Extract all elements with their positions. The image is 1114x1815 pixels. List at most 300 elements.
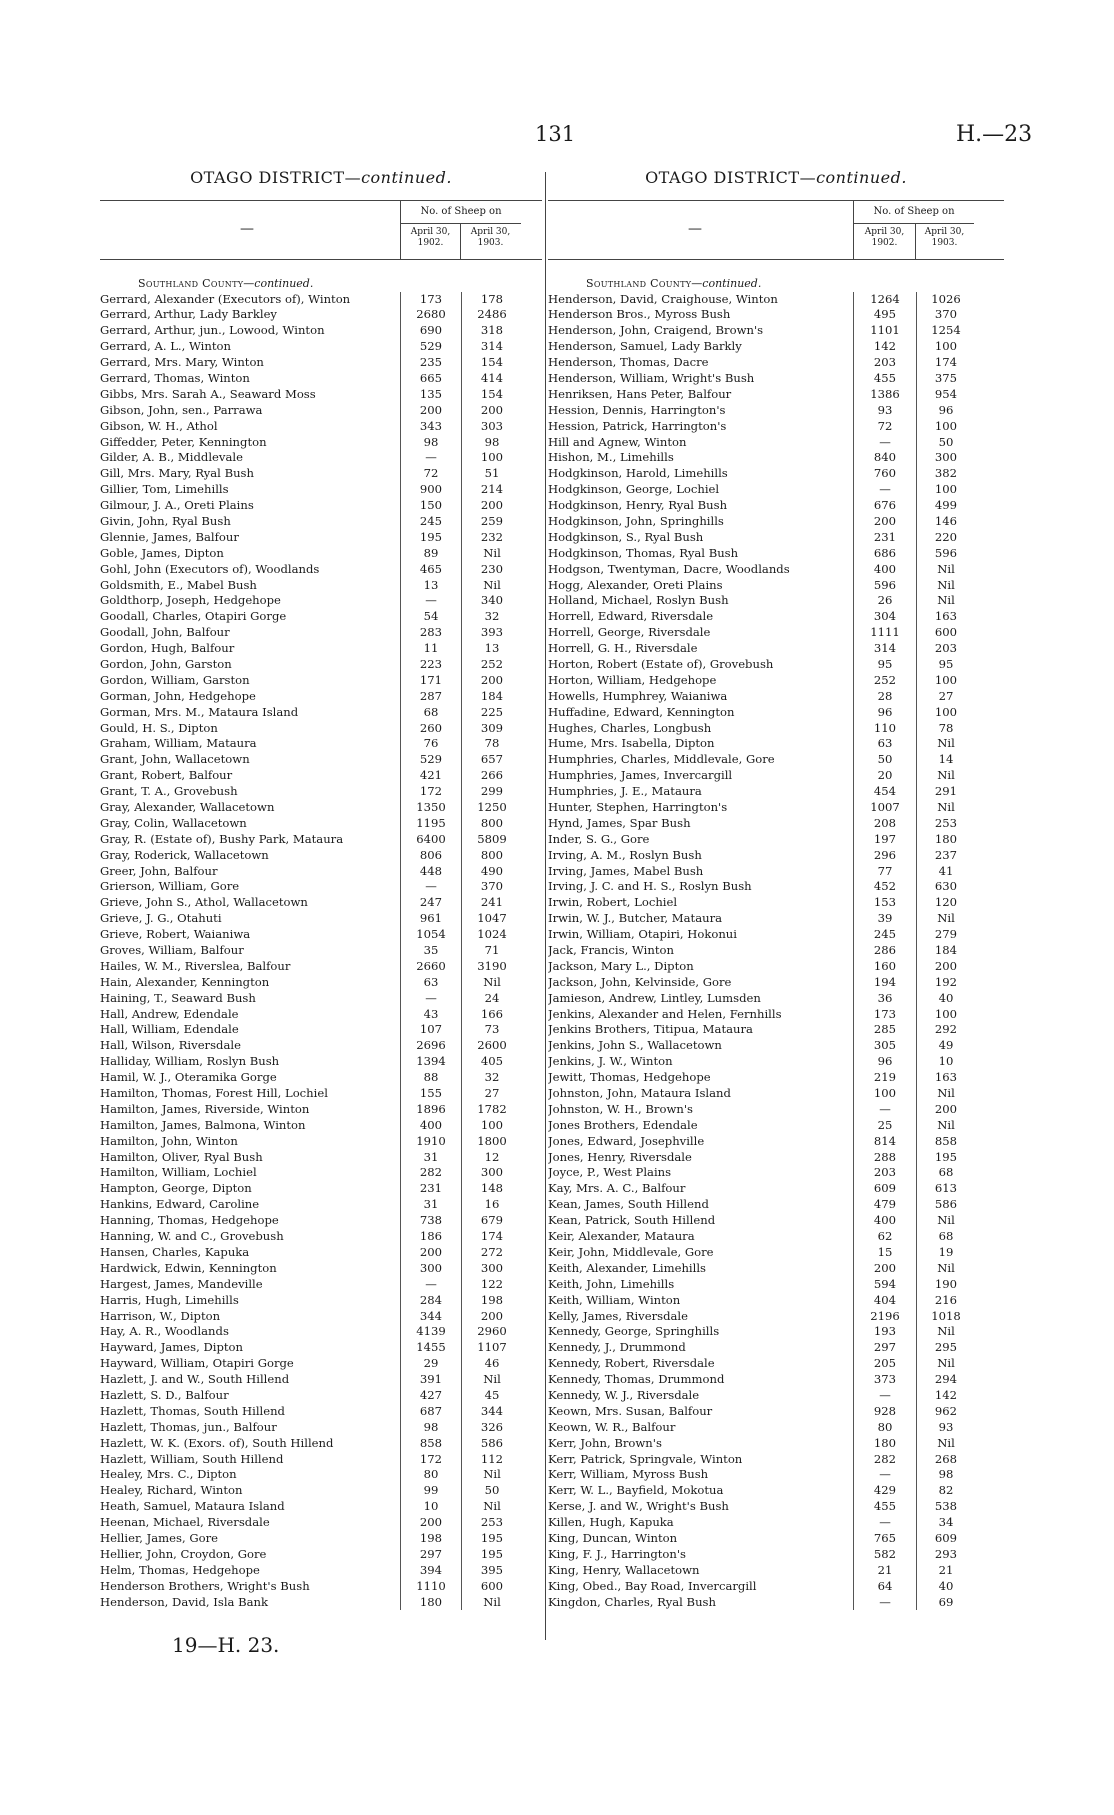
table-row — [100, 736, 542, 752]
sheep-1903: 100 — [916, 673, 975, 689]
owner-name: Hamilton, Thomas, Forest Hill, Lochiel — [100, 1086, 328, 1101]
owner-name: Gibson, W. H., Athol — [100, 418, 218, 433]
sheep-1903: 382 — [916, 466, 975, 482]
sheep-1903: 51 — [461, 466, 522, 482]
sheep-1902: 245 — [853, 927, 916, 943]
sheep-1902: 1350 — [400, 800, 461, 816]
owner-name: Hazlett, Thomas, jun., Balfour — [100, 1419, 277, 1434]
table-row — [548, 562, 1004, 578]
owner-name: Gray, R. (Estate of), Bushy Park, Mataura — [100, 831, 344, 846]
sheep-1903: 393 — [461, 625, 522, 641]
table-row — [100, 1563, 542, 1579]
sheep-1902: 455 — [853, 371, 916, 387]
table-row — [548, 641, 1004, 657]
table-row — [100, 657, 542, 673]
county-heading: Southland County—continued. — [586, 277, 762, 290]
sheep-1903: 32 — [461, 609, 522, 625]
sheep-1903: 24 — [461, 991, 522, 1007]
sheep-1903: 538 — [916, 1499, 975, 1515]
table-row — [548, 625, 1004, 641]
sheep-1902: 153 — [853, 895, 916, 911]
table-row — [548, 1102, 1004, 1118]
table-row — [548, 848, 1004, 864]
sheep-1902: 77 — [853, 864, 916, 880]
table-row — [100, 689, 542, 705]
sheep-1902: 1195 — [400, 816, 461, 832]
sheep-1902: 160 — [853, 959, 916, 975]
sheep-1902: 900 — [400, 482, 461, 498]
owner-name: Heath, Samuel, Mataura Island — [100, 1499, 285, 1514]
sheep-1903: Nil — [461, 546, 522, 562]
owner-name: Jackson, John, Kelvinside, Gore — [548, 974, 732, 989]
sheep-1902: 198 — [400, 1531, 461, 1547]
sheep-1902: 690 — [400, 323, 461, 339]
table-row — [100, 1070, 542, 1086]
table-row — [100, 1467, 542, 1483]
sheep-1902: 200 — [400, 1515, 461, 1531]
table-row — [548, 1054, 1004, 1070]
sheep-1902: 95 — [853, 657, 916, 673]
sheep-1903: 405 — [461, 1054, 522, 1070]
table-row — [100, 1086, 542, 1102]
table-row — [100, 1293, 542, 1309]
sheep-1902: 72 — [400, 466, 461, 482]
sheep-1902: 100 — [853, 1086, 916, 1102]
sheep-1903: 154 — [461, 355, 522, 371]
owner-name: Heenan, Michael, Riversdale — [100, 1515, 270, 1530]
sheep-1903: 27 — [461, 1086, 522, 1102]
sheep-1903: 252 — [461, 657, 522, 673]
table-row — [548, 546, 1004, 562]
right-table-body — [548, 260, 1004, 1610]
sheep-1902: 284 — [400, 1293, 461, 1309]
sheep-1903: 100 — [916, 1007, 975, 1023]
sheep-1902: 260 — [400, 721, 461, 737]
sheep-1903: 14 — [916, 752, 975, 768]
sheep-1902: 193 — [853, 1324, 916, 1340]
table-row — [100, 355, 542, 371]
sheep-1903: 146 — [916, 514, 975, 530]
owner-name: King, Obed., Bay Road, Invercargill — [548, 1578, 757, 1593]
owner-name: Irving, J. C. and H. S., Roslyn Bush — [548, 879, 752, 894]
sheep-1903: 96 — [916, 403, 975, 419]
sheep-1902: 31 — [400, 1150, 461, 1166]
sheep-1902: 454 — [853, 784, 916, 800]
owner-name: Jenkins Brothers, Titipua, Mataura — [548, 1022, 753, 1037]
table-row — [548, 959, 1004, 975]
sheep-1902: 1386 — [853, 387, 916, 403]
table-row — [548, 419, 1004, 435]
sheep-1902: 765 — [853, 1531, 916, 1547]
name-column-dash: — — [688, 221, 702, 237]
sheep-1903: 148 — [461, 1181, 522, 1197]
sheep-1903: Nil — [916, 1086, 975, 1102]
owner-name: Grant, Robert, Balfour — [100, 768, 233, 783]
sheep-1902: 373 — [853, 1372, 916, 1388]
sheep-1903: 163 — [916, 609, 975, 625]
table-row — [548, 1420, 1004, 1436]
sheep-1902: 687 — [400, 1404, 461, 1420]
sheep-1902: 172 — [400, 1452, 461, 1468]
table-row — [100, 1420, 542, 1436]
owner-name: Jenkins, J. W., Winton — [548, 1054, 673, 1069]
owner-name: Keith, William, Winton — [548, 1292, 681, 1307]
sheep-1902: 814 — [853, 1134, 916, 1150]
owner-name: Harris, Hugh, Limehills — [100, 1292, 239, 1307]
table-row — [100, 959, 542, 975]
sheep-1903: 45 — [461, 1388, 522, 1404]
owner-name: Hall, Andrew, Edendale — [100, 1006, 239, 1021]
table-row — [100, 927, 542, 943]
sheep-1903: 100 — [461, 450, 522, 466]
sheep-1903: 586 — [916, 1197, 975, 1213]
sheep-1902: 421 — [400, 768, 461, 784]
owner-name: Kennedy, Thomas, Drummond — [548, 1372, 725, 1387]
sheep-1902: 676 — [853, 498, 916, 514]
table-row — [100, 943, 542, 959]
owner-name: Keith, Alexander, Limehills — [548, 1260, 706, 1275]
owner-name: Hession, Patrick, Harrington's — [548, 418, 727, 433]
table-row — [100, 562, 542, 578]
owner-name: Hayward, William, Otapiri Gorge — [100, 1356, 294, 1371]
sheep-1903: 1024 — [461, 927, 522, 943]
owner-name: Jewitt, Thomas, Hedgehope — [548, 1070, 711, 1085]
sheep-1902: 72 — [853, 419, 916, 435]
owner-name: King, Duncan, Winton — [548, 1530, 678, 1545]
owner-name: Hill and Agnew, Winton — [548, 434, 687, 449]
owner-name: Gould, H. S., Dipton — [100, 720, 218, 735]
table-row — [548, 323, 1004, 339]
sheep-1902: — — [853, 1467, 916, 1483]
table-row — [548, 1134, 1004, 1150]
owner-name: Gilmour, J. A., Oreti Plains — [100, 498, 254, 513]
table-row — [548, 530, 1004, 546]
sheep-1903: 303 — [461, 419, 522, 435]
sheep-1903: 71 — [461, 943, 522, 959]
owner-name: Jamieson, Andrew, Lintley, Lumsden — [548, 990, 761, 1005]
sheep-1902: 400 — [853, 562, 916, 578]
table-row — [100, 498, 542, 514]
sheep-1902: 245 — [400, 514, 461, 530]
sheep-1903: 1026 — [916, 292, 975, 308]
table-row — [548, 339, 1004, 355]
table-row — [100, 1436, 542, 1452]
sheep-1903: 600 — [916, 625, 975, 641]
sheep-1903: 954 — [916, 387, 975, 403]
sheep-1902: 99 — [400, 1483, 461, 1499]
table-row — [548, 609, 1004, 625]
owner-name: Howells, Humphrey, Waianiwa — [548, 688, 728, 703]
owner-name: Hession, Dennis, Harrington's — [548, 402, 726, 417]
sheep-1902: 1110 — [400, 1579, 461, 1595]
sheep-1902: 96 — [853, 705, 916, 721]
sheep-1902: 10 — [400, 1499, 461, 1515]
owner-name: Hishon, M., Limehills — [548, 450, 674, 465]
sheep-1902: 400 — [853, 1213, 916, 1229]
owner-name: Horrell, G. H., Riversdale — [548, 641, 698, 656]
owner-name: Henderson, William, Wright's Bush — [548, 370, 755, 385]
sheep-1903: Nil — [461, 1499, 522, 1515]
table-row — [100, 1388, 542, 1404]
table-row — [548, 1070, 1004, 1086]
table-row — [548, 1452, 1004, 1468]
sheep-1903: 613 — [916, 1181, 975, 1197]
owner-name: Kennedy, W. J., Riversdale — [548, 1387, 700, 1402]
sheep-1902: 80 — [400, 1467, 461, 1483]
owner-name: Kay, Mrs. A. C., Balfour — [548, 1181, 686, 1196]
sheep-1902: 1264 — [853, 292, 916, 308]
region-title: OTAGO DISTRICT—continued. — [190, 168, 452, 187]
table-row — [548, 498, 1004, 514]
table-row — [548, 387, 1004, 403]
table-row — [100, 546, 542, 562]
sheep-1903: 21 — [916, 1563, 975, 1579]
owner-name: Gillier, Tom, Limehills — [100, 482, 229, 497]
owner-name: Henderson Bros., Myross Bush — [548, 307, 731, 322]
sheep-1902: 961 — [400, 911, 461, 927]
table-row — [548, 1563, 1004, 1579]
sheep-1902: 135 — [400, 387, 461, 403]
sheep-1902: 665 — [400, 371, 461, 387]
sheep-1903: 259 — [461, 514, 522, 530]
sheep-1903: 609 — [916, 1531, 975, 1547]
left-column — [100, 168, 542, 1610]
sheep-1902: 343 — [400, 419, 461, 435]
sheep-1903: 214 — [461, 482, 522, 498]
sheep-1902: 1910 — [400, 1134, 461, 1150]
county-heading: Southland County—continued. — [138, 277, 314, 290]
table-row — [100, 752, 542, 768]
sheep-1903: 32 — [461, 1070, 522, 1086]
header-1903: April 30, 1903. — [460, 224, 520, 259]
table-row — [100, 1547, 542, 1563]
owner-name: Johnston, W. H., Brown's — [548, 1101, 693, 1116]
table-row — [100, 307, 542, 323]
table-row — [548, 1022, 1004, 1038]
footer-signature: 19—H. 23. — [172, 1633, 280, 1657]
sheep-1902: — — [853, 435, 916, 451]
table-row — [100, 1229, 542, 1245]
owner-name: Hargest, James, Mandeville — [100, 1276, 263, 1291]
sheep-1903: 1047 — [461, 911, 522, 927]
sheep-1903: 93 — [916, 1420, 975, 1436]
owner-name: Grieve, John S., Athol, Wallacetown — [100, 895, 308, 910]
table-row — [100, 1165, 542, 1181]
sheep-1902: 39 — [853, 911, 916, 927]
sheep-1902: 2696 — [400, 1038, 461, 1054]
owner-name: Gerrard, A. L., Winton — [100, 339, 231, 354]
owner-name: Horrell, George, Riversdale — [548, 625, 711, 640]
sheep-1902: 1101 — [853, 323, 916, 339]
sheep-1903: 195 — [461, 1547, 522, 1563]
table-row — [548, 1245, 1004, 1261]
owner-name: Gibbs, Mrs. Sarah A., Seaward Moss — [100, 386, 316, 401]
sheep-1903: 16 — [461, 1197, 522, 1213]
sheep-1903: 3190 — [461, 959, 522, 975]
owner-name: Hodgkinson, Henry, Ryal Bush — [548, 498, 728, 513]
sheep-1902: 686 — [853, 546, 916, 562]
right-column — [548, 168, 1004, 1610]
sheep-1903: 300 — [916, 450, 975, 466]
table-row — [100, 530, 542, 546]
region-title: OTAGO DISTRICT—continued. — [645, 168, 907, 187]
owner-name: Hanning, Thomas, Hedgehope — [100, 1213, 279, 1228]
table-row — [100, 1134, 542, 1150]
sheep-1902: 427 — [400, 1388, 461, 1404]
sheep-1902: 223 — [400, 657, 461, 673]
owner-name: Hardwick, Edwin, Kennington — [100, 1260, 277, 1275]
owner-name: Kerr, William, Myross Bush — [548, 1467, 709, 1482]
owner-name: Hodgkinson, S., Ryal Bush — [548, 529, 704, 544]
owner-name: Goldsmith, E., Mabel Bush — [100, 577, 257, 592]
sheep-1902: 297 — [400, 1547, 461, 1563]
owner-name: Gordon, Hugh, Balfour — [100, 641, 235, 656]
owner-name: Glennie, James, Balfour — [100, 529, 239, 544]
sheep-1902: 296 — [853, 848, 916, 864]
owner-name: Gohl, John (Executors of), Woodlands — [100, 561, 320, 576]
sheep-1903: Nil — [916, 1118, 975, 1134]
sheep-1903: 220 — [916, 530, 975, 546]
sheep-1903: 600 — [461, 1579, 522, 1595]
owner-name: Grierson, William, Gore — [100, 879, 240, 894]
sheep-1903: 68 — [916, 1165, 975, 1181]
owner-name: Horrell, Edward, Riversdale — [548, 609, 714, 624]
sheep-1903: 100 — [916, 705, 975, 721]
owner-name: Hunter, Stephen, Harrington's — [548, 800, 728, 814]
owner-name: Hogg, Alexander, Oreti Plains — [548, 577, 723, 592]
sheep-1902: 96 — [853, 1054, 916, 1070]
owner-name: Jack, Francis, Winton — [548, 943, 674, 958]
owner-name: Inder, S. G., Gore — [548, 831, 650, 846]
sheep-1903: 49 — [916, 1038, 975, 1054]
table-row — [548, 292, 1004, 308]
sheep-1902: 582 — [853, 1547, 916, 1563]
owner-name: Jones, Henry, Riversdale — [548, 1149, 692, 1164]
owner-name: Hughes, Charles, Longbush — [548, 720, 712, 735]
table-row — [548, 466, 1004, 482]
table-row — [100, 625, 542, 641]
sheep-1902: 400 — [400, 1118, 461, 1134]
table-row — [100, 864, 542, 880]
table-row — [548, 911, 1004, 927]
sheep-1902: 89 — [400, 546, 461, 562]
table-row — [100, 1579, 542, 1595]
sheep-1902: 64 — [853, 1579, 916, 1595]
table-row — [100, 323, 542, 339]
table-row — [548, 1356, 1004, 1372]
sheep-1903: 630 — [916, 879, 975, 895]
table-row — [100, 1102, 542, 1118]
owner-name: Jenkins, John S., Wallacetown — [548, 1038, 722, 1053]
owner-name: Henriksen, Hans Peter, Balfour — [548, 386, 732, 401]
sheep-1903: 195 — [461, 1531, 522, 1547]
owner-name: Kingdon, Charles, Ryal Bush — [548, 1594, 716, 1609]
table-row — [100, 673, 542, 689]
sheep-1902: 1896 — [400, 1102, 461, 1118]
table-row — [548, 1118, 1004, 1134]
owner-name: King, Henry, Wallacetown — [548, 1562, 700, 1577]
sheep-1903: 253 — [916, 816, 975, 832]
table-row — [548, 450, 1004, 466]
sheep-1903: 174 — [461, 1229, 522, 1245]
sheep-1903: 200 — [916, 1102, 975, 1118]
table-row — [100, 1007, 542, 1023]
sheep-1903: Nil — [916, 911, 975, 927]
sheep-1902: 404 — [853, 1293, 916, 1309]
table-row — [100, 435, 542, 451]
owner-name: Gorman, Mrs. M., Mataura Island — [100, 704, 299, 719]
sheep-1903: Nil — [916, 578, 975, 594]
owner-name: Humphries, J. E., Mataura — [548, 784, 702, 799]
table-row — [100, 371, 542, 387]
sheep-1903: 314 — [461, 339, 522, 355]
table-row — [100, 800, 542, 816]
sheep-1902: 63 — [853, 736, 916, 752]
table-row — [100, 1404, 542, 1420]
sheep-1902: — — [853, 1595, 916, 1611]
owner-name: Hamilton, James, Balmona, Winton — [100, 1117, 306, 1132]
header-1902: April 30, 1902. — [864, 227, 905, 248]
sheep-1902: 247 — [400, 895, 461, 911]
sheep-count-header: No. of Sheep on — [853, 201, 974, 259]
sheep-1903: 326 — [461, 1420, 522, 1436]
sheep-1903: 679 — [461, 1213, 522, 1229]
table-row — [100, 768, 542, 784]
sheep-1903: 241 — [461, 895, 522, 911]
sheep-1902: 43 — [400, 1007, 461, 1023]
sheep-1903: Nil — [916, 1356, 975, 1372]
table-row — [548, 403, 1004, 419]
owner-name: Hazlett, Thomas, South Hillend — [100, 1403, 285, 1418]
sheep-1902: 6400 — [400, 832, 461, 848]
sheep-1903: 98 — [916, 1467, 975, 1483]
table-row — [100, 721, 542, 737]
owner-name: Jones Brothers, Edendale — [548, 1117, 698, 1132]
sheep-1903: 253 — [461, 1515, 522, 1531]
owner-name: Henderson, David, Craighouse, Winton — [548, 291, 778, 306]
owner-name: Goodall, John, Balfour — [100, 625, 230, 640]
table-row — [100, 879, 542, 895]
sheep-1902: 93 — [853, 403, 916, 419]
table-row — [548, 816, 1004, 832]
sheep-1903: 1254 — [916, 323, 975, 339]
owner-name: Hazlett, William, South Hillend — [100, 1451, 284, 1466]
table-row — [548, 1404, 1004, 1420]
sheep-1902: 150 — [400, 498, 461, 514]
sheep-1902: 495 — [853, 307, 916, 323]
table-row — [100, 578, 542, 594]
sheep-1902: — — [400, 1277, 461, 1293]
table-row — [548, 1165, 1004, 1181]
owner-name: Hayward, James, Dipton — [100, 1340, 244, 1355]
table-row — [100, 1372, 542, 1388]
owner-name: Kerr, John, Brown's — [548, 1435, 662, 1450]
sheep-1903: 596 — [916, 546, 975, 562]
sheep-1902: 452 — [853, 879, 916, 895]
sheep-1903: 180 — [916, 832, 975, 848]
column-divider — [545, 172, 546, 1640]
owner-name: Irwin, W. J., Butcher, Mataura — [548, 911, 723, 926]
sheep-1903: 100 — [916, 482, 975, 498]
table-row — [548, 927, 1004, 943]
owner-name: Hynd, James, Spar Bush — [548, 815, 691, 830]
owner-name: Johnston, John, Mataura Island — [548, 1086, 731, 1101]
sheep-1903: 192 — [916, 975, 975, 991]
sheep-1903: 2600 — [461, 1038, 522, 1054]
owner-name: Hamilton, William, Lochiel — [100, 1165, 257, 1180]
table-row — [548, 482, 1004, 498]
table-row — [100, 816, 542, 832]
